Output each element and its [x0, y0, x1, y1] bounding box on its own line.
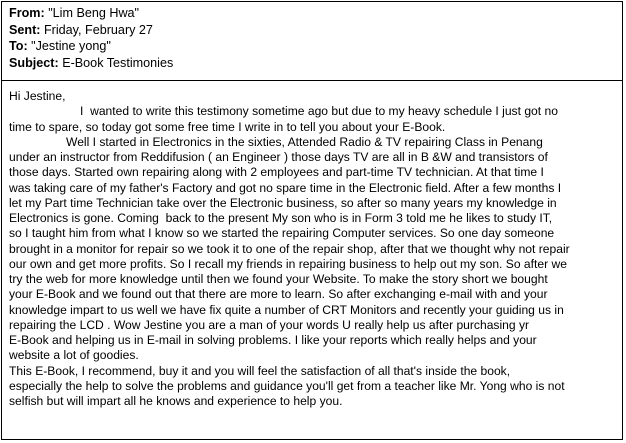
body-line-greeting: Hi Jestine,	[9, 89, 66, 103]
sent-row	[9, 22, 617, 39]
body-line: under an instructor from Reddifusion ( an Engineer ) those days TV are all in B &W and transistors of	[9, 150, 548, 164]
body-line: our own and get more profits. So I recall my friends in repairing business to help out my son. So after we	[9, 256, 567, 271]
sent-label: Sent:	[9, 22, 41, 37]
body-line: Electronics is gone. Coming back to the present My son who is in Form 3 told me he likes to study IT,	[9, 211, 553, 225]
to-label: To:	[9, 39, 28, 53]
body-line: knowledge impart to us well we have fix quite a number of CRT Monitors and recently your guiding us in	[9, 302, 564, 317]
body-line: was taking care of my father's Factory and got no spare time in the Electronic field. After a few months I	[9, 180, 562, 195]
body-line: let my Part time Technician take over the Electronic business, so after so many years my knowledge in	[9, 195, 557, 210]
from-label: From:	[9, 6, 45, 20]
body-line: I wanted to write this testimony sometime ago but due to my heavy schedule I just got no	[80, 104, 558, 119]
to-value: "Jestine yong"	[31, 39, 111, 53]
sent-value: Friday, February 27	[43, 22, 153, 37]
email-header	[9, 5, 617, 71]
body-line: Well I started in Electronics in the sixties, Attended Radio & TV repairing Class in Penang	[66, 134, 543, 149]
from-row	[9, 5, 617, 22]
body-line: so I taught him from what I know so we started the repairing Computer services. So one day someone	[9, 226, 555, 241]
body-line: those days. Started own repairing along with 2 employees and part-time TV technician. At that time I	[9, 165, 544, 180]
body-line: This E-Book, I recommend, buy it and you will feel the satisfaction of all that's inside the book,	[9, 363, 511, 378]
email-body	[9, 89, 621, 409]
subject-label: Subject:	[9, 55, 59, 70]
body-line: selfish but will impart all he knows and experience to help you.	[9, 394, 343, 408]
body-line: time to spare, so today got some free time I write in to tell you about your E-Book.	[9, 119, 446, 134]
subject-value: E-Book Testimonies	[62, 55, 174, 70]
body-line: your E-Book and we found out that there are more to learn. So after exchanging e-mail with and your	[9, 287, 548, 302]
subject-row	[9, 55, 617, 72]
body-line: brought in a monitor for repair so we took it to one of the repair shop, after that we thought why not repair	[9, 241, 570, 256]
body-line: E-Book and helping us in E-mail in solving problems. I like your reports which really helps and your	[9, 333, 537, 347]
body-line: try the web for more knowledge until then we found your Website. To make the story short we bought	[9, 272, 548, 286]
to-row	[9, 38, 617, 55]
body-line: website a lot of goodies.	[9, 348, 139, 363]
header-divider	[2, 80, 622, 81]
body-line: repairing the LCD . Wow Jestine you are a man of your words U really help us after purchasing yr	[9, 317, 530, 332]
from-value: "Lim Beng Hwa"	[48, 6, 140, 20]
body-line: especially the help to solve the problems and guidance you'll get from a teacher like Mr. Yong who is not	[9, 378, 565, 393]
email-frame	[1, 1, 623, 440]
